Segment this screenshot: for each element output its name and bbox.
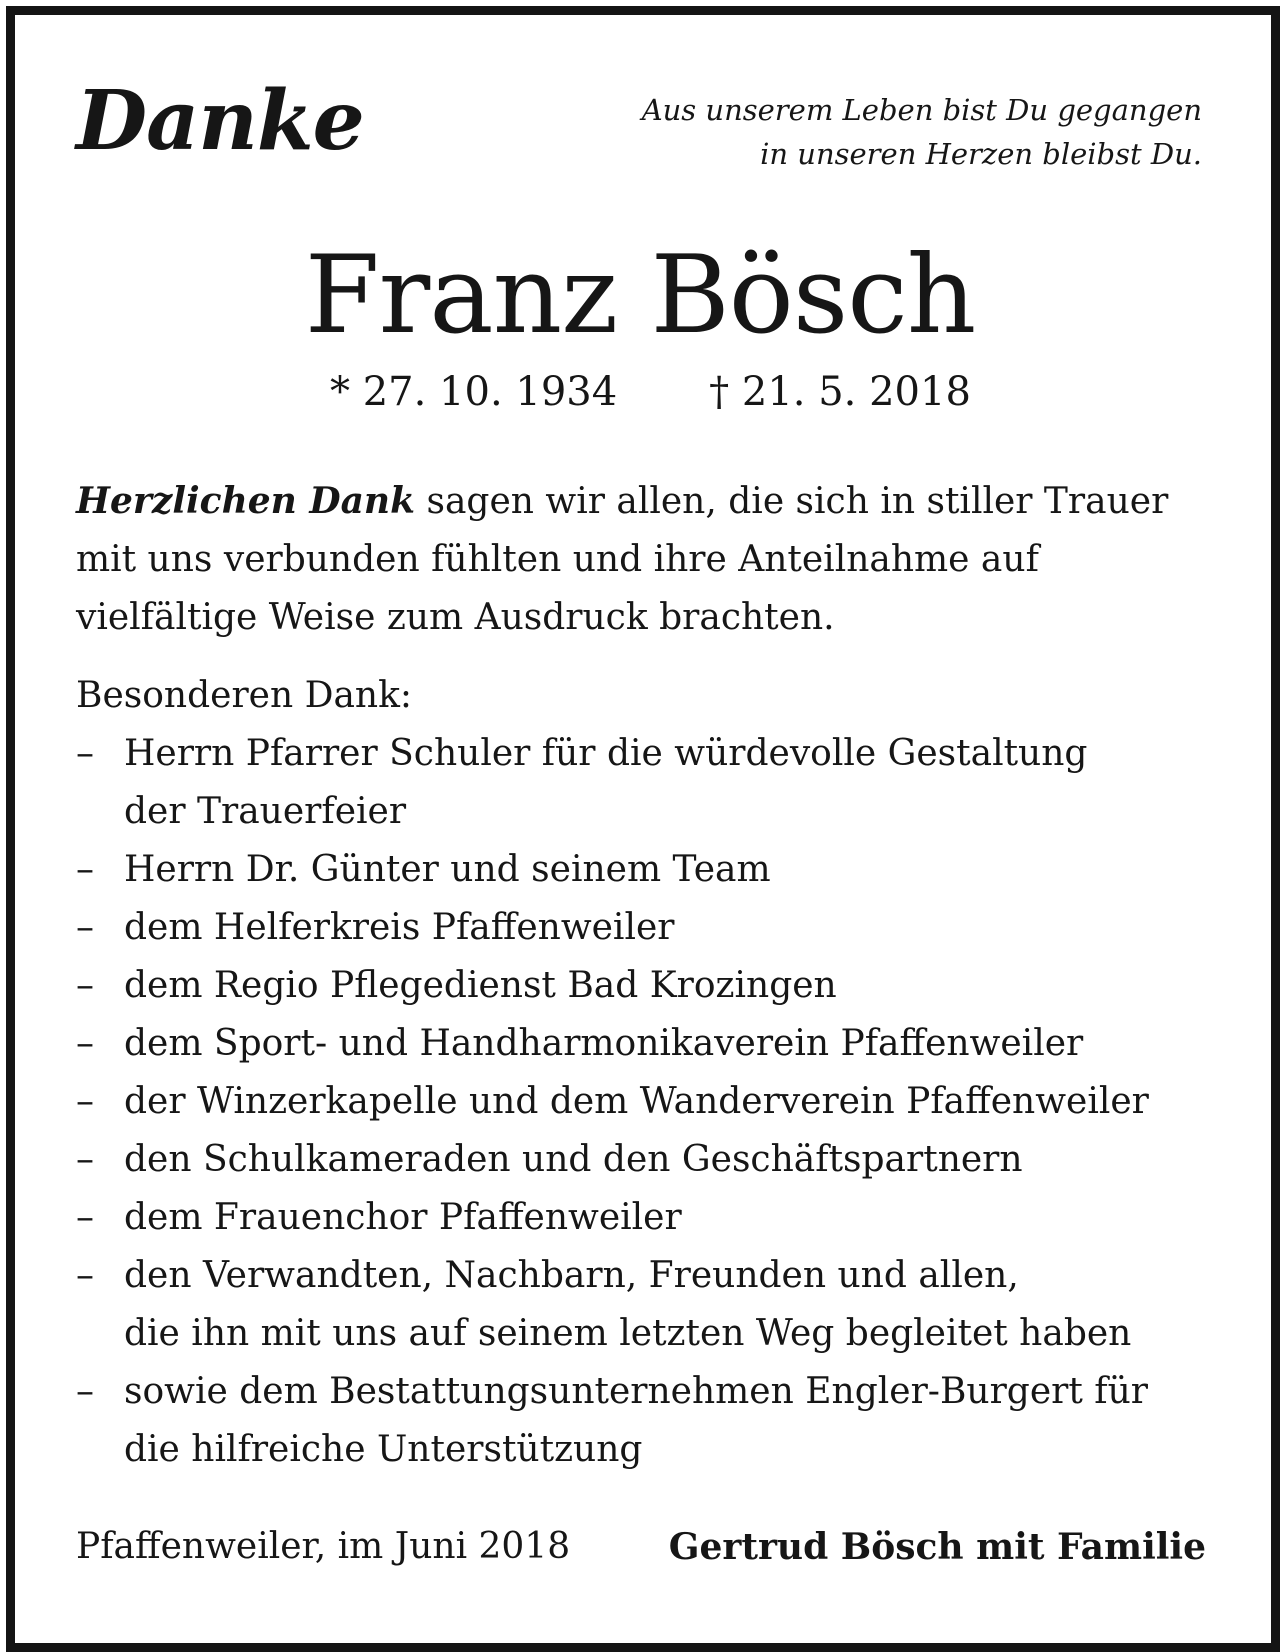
signature: Gertrud Bösch mit Familie (668, 1526, 1206, 1568)
list-item-line: der Winzerkapelle und dem Wanderverein Pfaffenweiler (124, 1081, 1149, 1122)
list-item (76, 899, 1206, 957)
list-item-line: dem Sport- und Handharmonikaverein Pfaffenweiler (124, 1023, 1084, 1064)
motto (642, 88, 1202, 176)
list-item (76, 841, 1206, 899)
list-item-line: dem Regio Pflegedienst Bad Krozingen (124, 965, 837, 1006)
list-item-line: den Verwandten, Nachbarn, Freunden und allen, (124, 1255, 1019, 1296)
list-item-line: sowie dem Bestattungsunternehmen Engler-Burgert für (124, 1371, 1148, 1412)
dash-marker: – (76, 907, 94, 948)
dash-marker: – (76, 1139, 94, 1180)
list-item-line: Herrn Dr. Günter und seinem Team (124, 849, 771, 890)
list-item-line: Herrn Pfarrer Schuler für die würdevolle Gestaltung (124, 733, 1088, 774)
list-item-line: dem Helferkreis Pfaffenweiler (124, 907, 675, 948)
intro-line-3: vielfältige Weise zum Ausdruck brachten. (76, 597, 835, 638)
dash-marker: – (76, 1371, 94, 1412)
list-item-line: die ihn mit uns auf seinem letzten Weg begleitet haben (124, 1313, 1132, 1354)
list-item (76, 957, 1206, 1015)
list-item (76, 1189, 1206, 1247)
intro-line-1: sagen wir allen, die sich in stiller Trauer (415, 481, 1169, 522)
motto-line-2: in unseren Herzen bleibst Du. (760, 137, 1202, 171)
dash-marker: – (76, 1197, 94, 1238)
birth-date: * 27. 10. 1934 (330, 369, 618, 415)
place-date: Pfaffenweiler, im Juni 2018 (76, 1526, 571, 1567)
dash-marker: – (76, 1081, 94, 1122)
list-item-line: dem Frauenchor Pfaffenweiler (124, 1197, 682, 1238)
thanks-list (76, 725, 1206, 1479)
dash-marker: – (76, 1023, 94, 1064)
list-item (76, 1073, 1206, 1131)
intro-line-2: mit uns verbunden fühlten und ihre Anteilnahme auf (76, 539, 1039, 580)
intro-paragraph (76, 472, 1206, 647)
dash-marker: – (76, 1255, 94, 1296)
list-item (76, 1247, 1206, 1363)
list-item (76, 1363, 1206, 1479)
list-item (76, 1131, 1206, 1189)
intro-lead: Herzlichen Dank (76, 480, 416, 522)
list-item-line: der Trauerfeier (124, 791, 407, 832)
list-item-line: den Schulkameraden und den Geschäftspartnern (124, 1139, 1023, 1180)
dash-marker: – (76, 849, 94, 890)
death-date: † 21. 5. 2018 (709, 369, 971, 415)
deceased-name: Franz Bösch (304, 233, 976, 358)
life-dates (330, 369, 971, 415)
list-item (76, 1015, 1206, 1073)
notice-body (76, 472, 1206, 1479)
list-item (76, 725, 1206, 841)
list-item-line: die hilfreiche Unterstützung (124, 1429, 643, 1470)
dash-marker: – (76, 733, 94, 774)
dash-marker: – (76, 965, 94, 1006)
notice-footer (76, 1518, 1206, 1576)
special-thanks-heading: Besonderen Dank: (76, 675, 413, 716)
motto-line-1: Aus unserem Leben bist Du gegangen (641, 93, 1202, 127)
notice-heading: Danke (76, 73, 364, 169)
